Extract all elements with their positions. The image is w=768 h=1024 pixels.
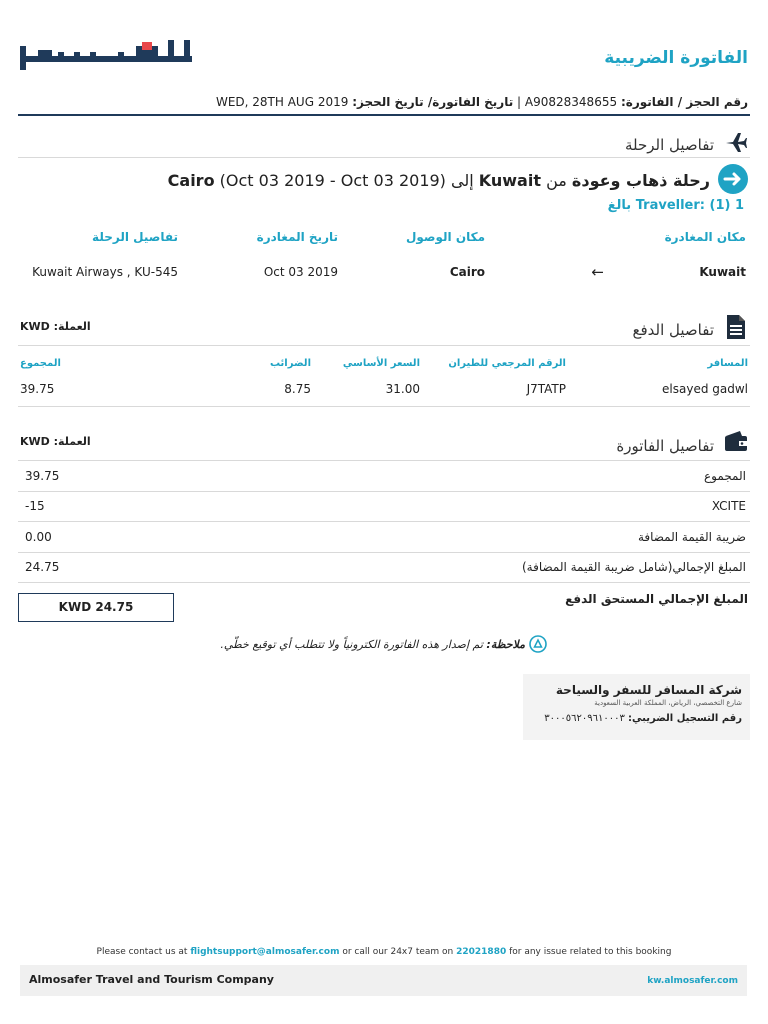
invoice-row-value: 24.75 bbox=[25, 560, 60, 574]
divider bbox=[18, 582, 750, 583]
booking-number: A90828348655 bbox=[524, 95, 618, 109]
base-fare: 31.00 bbox=[385, 382, 420, 396]
col-arrival-place: مكان الوصول bbox=[405, 230, 485, 244]
divider bbox=[18, 521, 750, 522]
invoice-section-title: تفاصيل الفاتورة bbox=[616, 437, 714, 455]
payment-total: 39.75 bbox=[20, 382, 55, 396]
company-address: شارع التخصصي، الرياض، المملكة العربية السعودية bbox=[594, 699, 742, 707]
col-departure-date: تاريخ المغادرة bbox=[256, 230, 338, 244]
col-total: المجموع bbox=[20, 358, 61, 369]
header-divider bbox=[18, 114, 750, 116]
document-icon bbox=[724, 314, 748, 338]
taxes: 8.75 bbox=[284, 382, 311, 396]
website-link[interactable]: kw.almosafer.com bbox=[647, 976, 738, 986]
support-phone-link[interactable]: 22021880 bbox=[456, 947, 507, 957]
payment-section-title: تفاصيل الدفع bbox=[632, 321, 714, 339]
invoice-row-label: XCITE bbox=[711, 499, 746, 513]
trip-summary bbox=[168, 171, 710, 190]
currency-value: KWD bbox=[20, 320, 50, 333]
booking-meta bbox=[216, 95, 748, 109]
amount-due-label: المبلغ الإجمالي المستحق الدفع bbox=[565, 592, 748, 606]
booking-number-label: رقم الحجز / الفاتورة: bbox=[620, 95, 748, 109]
trip-section-title: تفاصيل الرحلة bbox=[624, 136, 714, 154]
col-flight-details: تفاصيل الرحلة bbox=[92, 230, 178, 244]
invoice-row-label: ضريبة القيمة المضافة bbox=[637, 530, 746, 544]
invoice-currency bbox=[20, 435, 91, 448]
divider bbox=[18, 345, 750, 346]
payment-currency bbox=[20, 320, 91, 333]
flight-departure: Kuwait bbox=[699, 265, 746, 279]
note-text: تم إصدار هذه الفاتورة الكترونياً ولا تتطلب أي توقيع خطّي. bbox=[220, 638, 483, 651]
amount-due-box: KWD 24.75 bbox=[18, 593, 174, 622]
to-word: إلى bbox=[451, 171, 474, 190]
divider bbox=[18, 552, 750, 553]
wallet-icon bbox=[724, 430, 748, 454]
airplane-icon bbox=[724, 130, 748, 154]
arrow-left-icon: ← bbox=[591, 263, 604, 281]
tax-registration-number: ٣٠٠٠٥٦٢٠٩٦١٠٠٠٣ bbox=[544, 713, 625, 724]
from-word: من bbox=[546, 171, 567, 190]
company-info-box bbox=[523, 674, 750, 740]
invoice-row-value: -15 bbox=[25, 499, 45, 513]
support-contact bbox=[0, 947, 768, 957]
tax-registration bbox=[544, 713, 742, 724]
contact-text: or call our 24x7 team on bbox=[339, 947, 457, 957]
col-airline-ref: الرقم المرجعي للطيران bbox=[448, 358, 566, 369]
divider bbox=[18, 491, 750, 492]
invoice-row-value: 39.75 bbox=[25, 469, 60, 483]
flight-date: Oct 03 2019 bbox=[263, 265, 338, 279]
airline-reference: J7TATP bbox=[526, 382, 566, 396]
trip-dates: (Oct 03 2019 - Oct 03 2019) bbox=[219, 171, 446, 190]
info-icon bbox=[529, 635, 547, 653]
note-label: ملاحظة: bbox=[486, 638, 525, 651]
tax-registration-label: رقم التسجيل الضريبي: bbox=[628, 713, 742, 724]
currency-value: KWD bbox=[20, 435, 50, 448]
booking-date: WED, 28TH AUG 2019 bbox=[215, 95, 349, 109]
col-traveller: المسافر bbox=[707, 358, 748, 369]
trip-origin: Kuwait bbox=[478, 171, 541, 190]
invoice-row-value: 0.00 bbox=[25, 530, 52, 544]
traveller-name: elsayed gadwl bbox=[662, 382, 748, 396]
divider bbox=[18, 460, 750, 461]
invoice-title: الفاتورة الضريبية bbox=[604, 48, 748, 68]
trip-type: رحلة ذهاب وعودة bbox=[571, 171, 710, 190]
currency-label: العملة: bbox=[53, 435, 91, 448]
company-name-ar: شركة المسافر للسفر والسياحة bbox=[555, 683, 742, 697]
footer-bar bbox=[20, 965, 747, 996]
flight-arrival: Cairo bbox=[449, 265, 485, 279]
booking-date-label: تاريخ الفاتورة/ تاريخ الحجز: bbox=[352, 95, 514, 109]
arrow-right-icon bbox=[718, 164, 748, 194]
currency-label: العملة: bbox=[53, 320, 91, 333]
support-email-link[interactable]: flightsupport@almosafer.com bbox=[190, 947, 340, 957]
traveller-count: Traveller: (1) 1 بالغ bbox=[607, 198, 744, 213]
col-departure-place: مكان المغادرة bbox=[664, 230, 746, 244]
invoice-row-label: المبلغ الإجمالي(شامل ضريبة القيمة المضافة) bbox=[521, 560, 746, 574]
almosafer-logo bbox=[18, 38, 198, 72]
trip-destination: Cairo bbox=[167, 171, 215, 190]
contact-text: for any issue related to this booking bbox=[506, 947, 672, 957]
divider bbox=[18, 406, 750, 407]
flight-number: Kuwait Airways , KU-545 bbox=[32, 265, 178, 279]
footer-company-name: Almosafer Travel and Tourism Company bbox=[29, 973, 274, 986]
col-base-fare: السعر الأساسي bbox=[342, 358, 420, 369]
meta-separator: | bbox=[513, 95, 525, 109]
invoice-row-label: المجموع bbox=[704, 469, 746, 483]
contact-text: Please contact us at bbox=[96, 947, 191, 957]
electronic-note bbox=[220, 638, 525, 651]
divider bbox=[18, 157, 750, 158]
col-taxes: الضرائب bbox=[269, 358, 311, 369]
